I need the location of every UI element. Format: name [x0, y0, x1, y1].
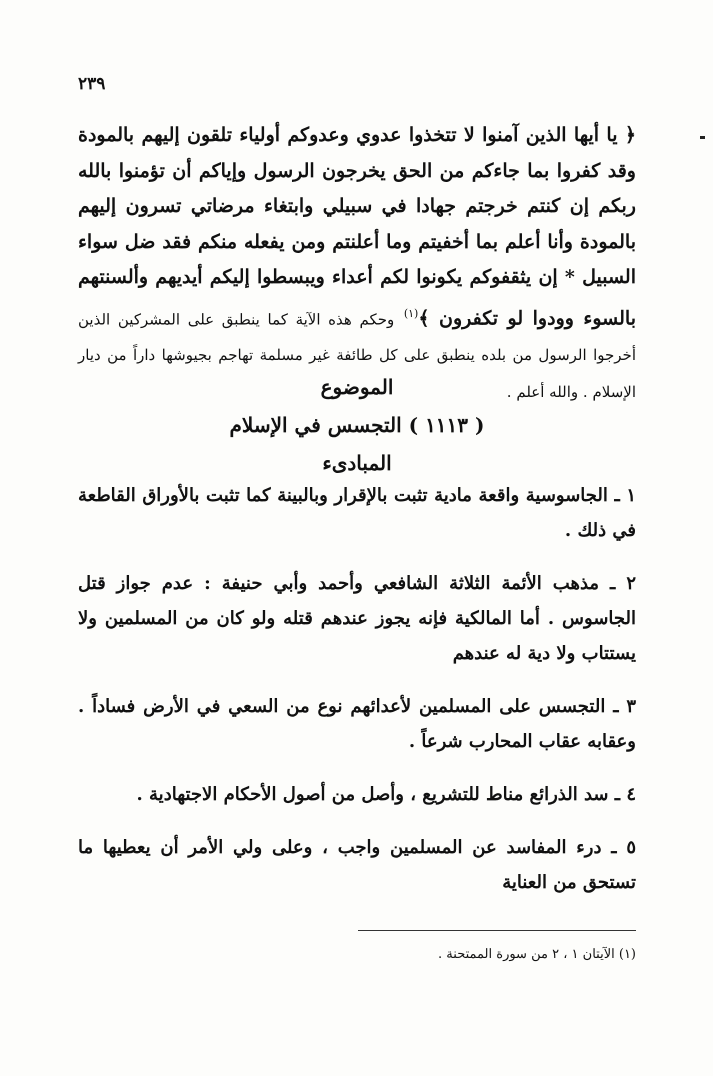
principles-heading: المبادىء: [322, 451, 392, 475]
principle-item: ٢ ـ مذهب الأئمة الثلاثة الشافعي وأحمد وأبي حنيفة : عدم جواز قتل الجاسوس . أما المالكية فإنه يجوز عندهم قتله ولو كان من المسلمين ولا يستتاب ولا دية له عندهم: [78, 573, 636, 664]
principle-item: ٣ ـ التجسس على المسلمين لأعدائهم نوع من السعي في الأرض فساداً . وعقابه عقاب المحارب شرعاً .: [78, 696, 636, 752]
principle-item: ٤ ـ سد الذرائع مناط للتشريع ، وأصل من أصول الأحكام الاجتهادية .: [136, 784, 636, 805]
footnote-reference: (١): [403, 306, 419, 320]
quran-quote-paragraph: [78, 118, 636, 410]
topic-heading: الموضوع: [320, 375, 394, 399]
principles-list: [78, 478, 636, 918]
principle-item: ٥ ـ درء المفاسد عن المسلمين واجب ، وعلى ولي الأمر أن يعطيها ما تستحق من العناية: [78, 837, 636, 893]
topic-title: ( ١١١٣ ) التجسس في الإسلام: [229, 413, 485, 437]
footnote-divider: [358, 930, 636, 931]
margin-mark: [700, 136, 705, 139]
quran-verse: ﴿ يا أيها الذين آمنوا لا تتخذوا عدوي وعدوكم أولياء تلقون إليهم بالمودة وقد كفروا بما جاءكم من الحق يخرجون الرسول وإياكم أن تؤمنوا بالله ربكم إن كنتم خرجتم جهادا في سبيلي وابتغاء مرضاتي تسرون إليهم بالمودة وأنا أعلم بما أخفيتم وما أعلنتم ومن يفعله منكم فقد ضل سواء السبيل * إن يثقفوكم يكونوا لكم أعداء ويبسطوا إليكم أيديهم وألسنتهم بالسوء وودوا لو تكفرون ﴾: [78, 124, 636, 329]
page-number: ٢٣٩: [78, 74, 106, 94]
principle-item: ١ ـ الجاسوسية واقعة مادية تثبت بالإقرار وبالبينة كما تثبت بالأوراق القاطعة في ذلك .: [78, 485, 637, 541]
footnote: (١) الآيتان ١ ، ٢ من سورة الممتحنة .: [438, 947, 636, 962]
verse-commentary: وحكم هذه الآية كما ينطبق على المشركين الذين أخرجوا الرسول من بلده ينطبق على كل طائفة غير مسلمة تهاجم بجيوشها داراً من ديار الإسلام . والله أعلم .: [78, 309, 636, 401]
section-headings: [78, 368, 636, 482]
